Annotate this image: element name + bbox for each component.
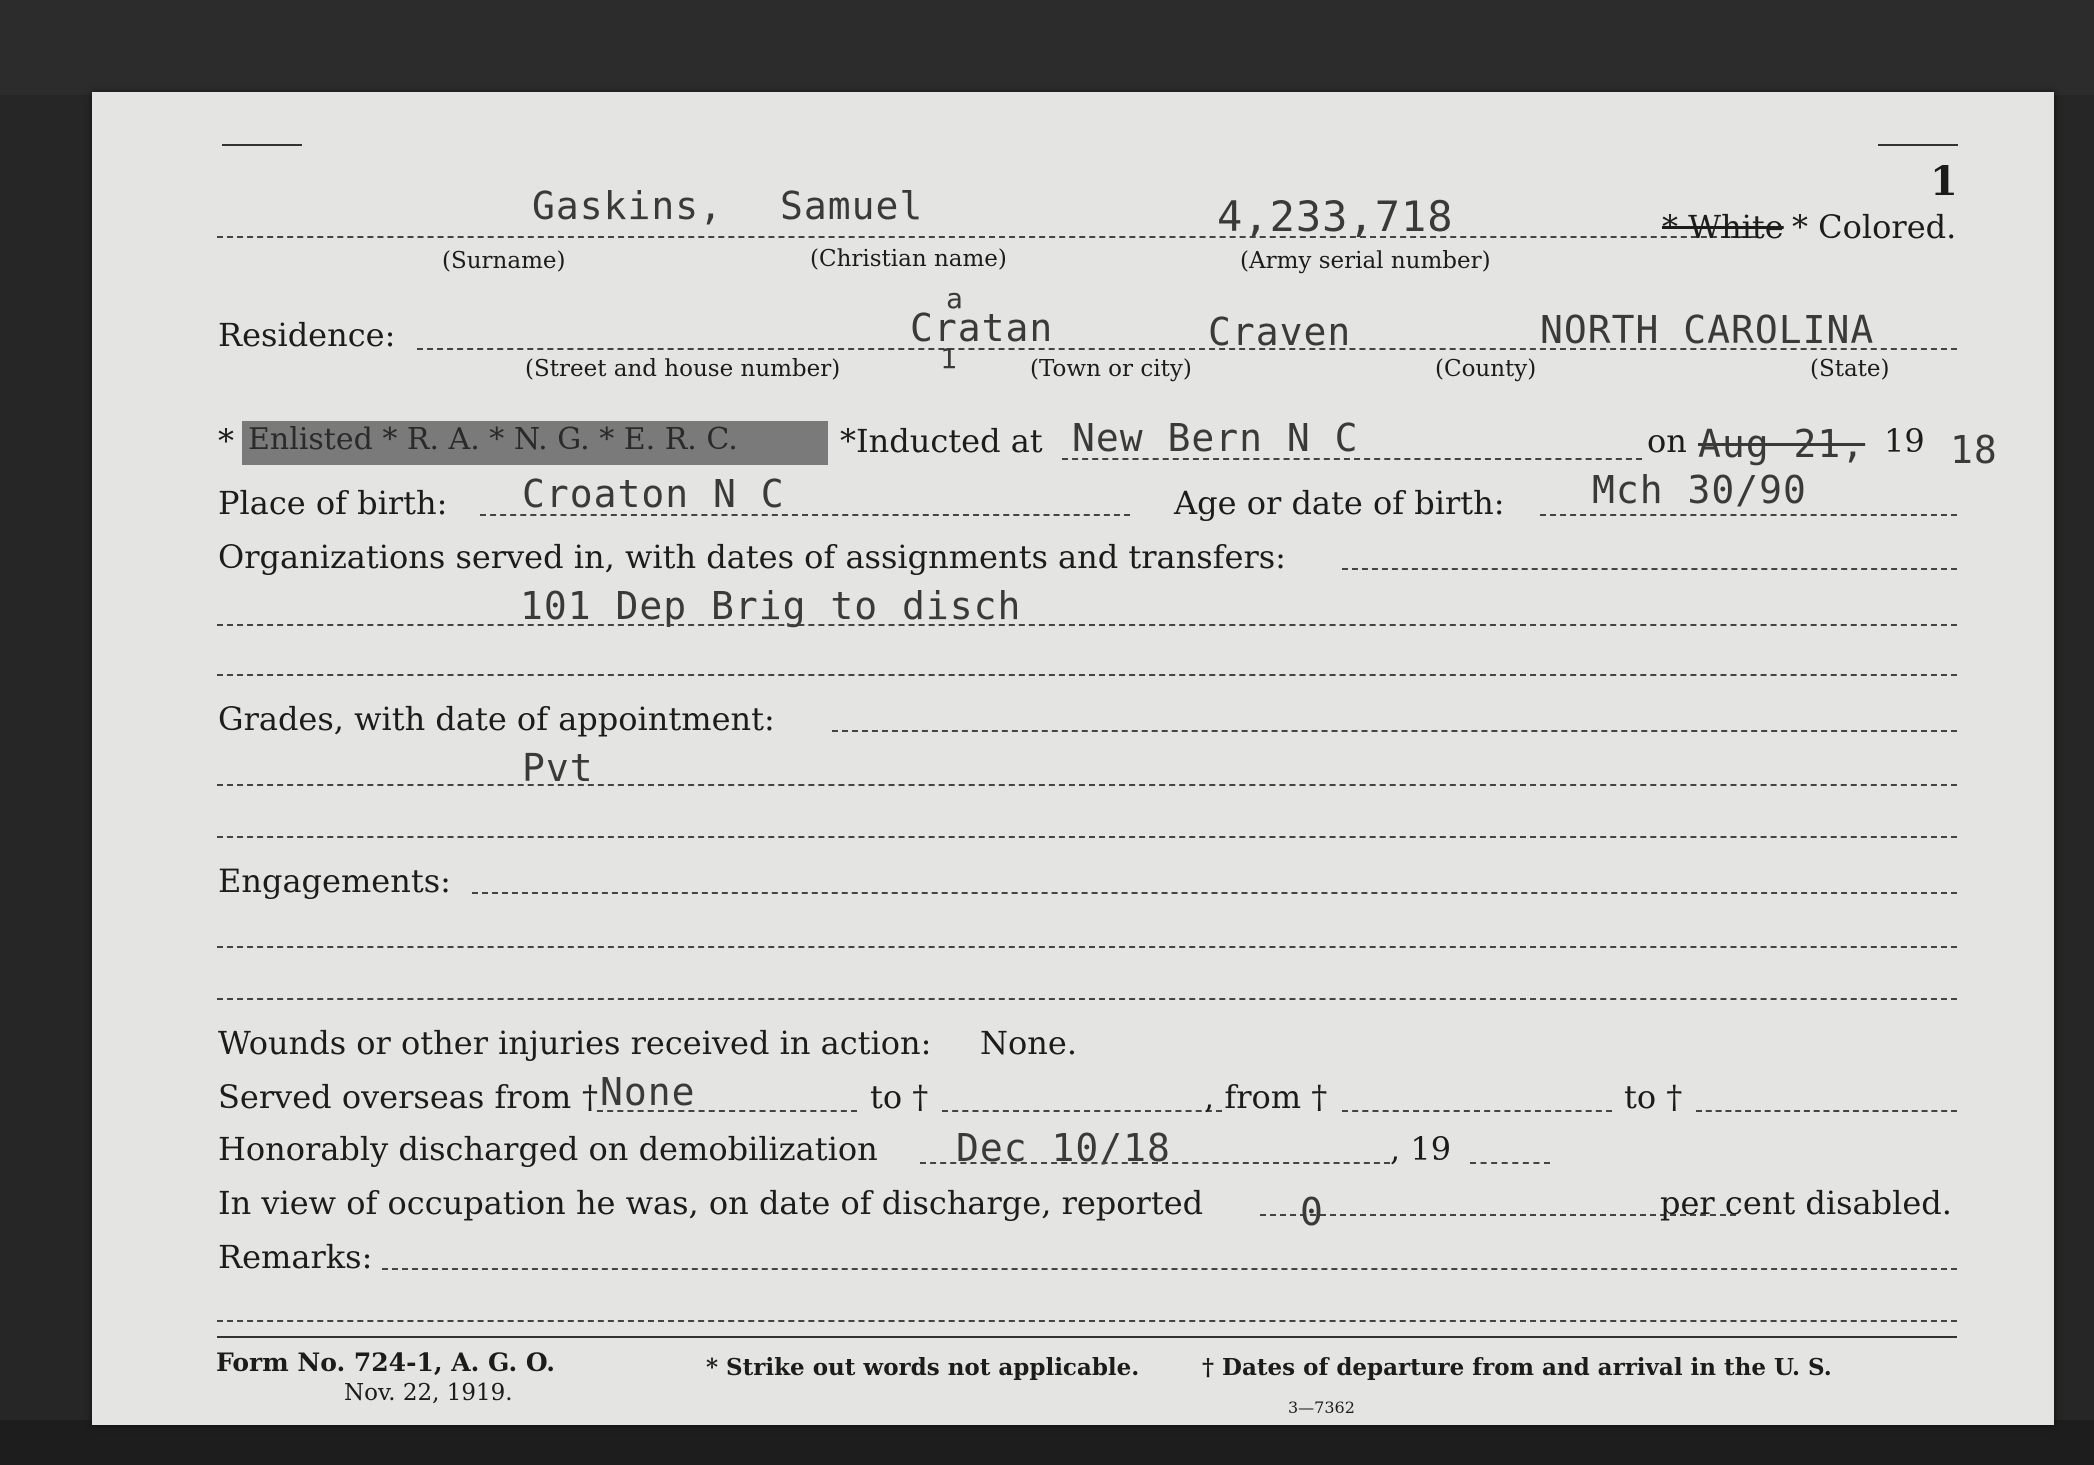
- residence-town-mark: 1: [940, 342, 958, 375]
- engagements-label: Engagements:: [218, 862, 451, 900]
- on-label: on: [1647, 422, 1687, 460]
- overseas-from-value: None: [600, 1070, 696, 1114]
- colored-label: * Colored.: [1792, 208, 1957, 246]
- inducted-line: [1062, 458, 1642, 460]
- disabled-percent-value: 0: [1300, 1190, 1324, 1234]
- year-prefix: 19: [1884, 422, 1925, 460]
- place-of-birth-line: [480, 514, 1130, 516]
- state-caption: (State): [1810, 356, 1890, 382]
- grades-label: Grades, with date of appointment:: [218, 700, 775, 738]
- organizations-value: 101 Dep Brig to disch: [520, 584, 1022, 628]
- christian-name-value: Samuel: [780, 184, 924, 228]
- discharge-year-prefix: , 19: [1390, 1130, 1452, 1168]
- residence-county-value: Craven: [1208, 310, 1352, 354]
- discharge-label: Honorably discharged on demobilization: [218, 1130, 878, 1168]
- overseas-from-label-2: , from †: [1204, 1078, 1328, 1116]
- grades-line-1: [832, 730, 1957, 732]
- dates-note: † Dates of departure from and arrival in the U. S.: [1202, 1354, 1832, 1381]
- form-date: Nov. 22, 1919.: [344, 1380, 513, 1406]
- wounds-label: Wounds or other injuries received in action:: [218, 1024, 932, 1062]
- organizations-line-1: [1342, 568, 1957, 570]
- residence-state-value: NORTH CAROLINA: [1540, 308, 1875, 352]
- top-right-rule: [1878, 144, 1958, 146]
- inducted-place-value: New Bern N C: [1072, 416, 1359, 460]
- remarks-line-1: [382, 1268, 1957, 1270]
- surname-value: Gaskins,: [532, 184, 724, 228]
- organizations-line-3: [217, 674, 1957, 676]
- age-line: [1540, 514, 1957, 516]
- place-of-birth-value: Croaton N C: [522, 472, 785, 516]
- discharge-line: [920, 1162, 1390, 1164]
- enlisted-options: Enlisted * R. A. * N. G. * E. R. C.: [248, 422, 738, 457]
- organizations-line-2: [217, 624, 1957, 626]
- residence-town-value: Cratan: [910, 306, 1054, 350]
- overseas-to-line-2: [1696, 1110, 1957, 1112]
- overseas-dagger: †: [582, 1078, 598, 1116]
- footer-rule: [217, 1336, 1957, 1338]
- age-label: Age or date of birth:: [1174, 484, 1505, 522]
- age-value: Mch 30/90: [1592, 468, 1807, 512]
- inducted-date-value: Aug 21,: [1698, 422, 1866, 466]
- overseas-to-line-1: [942, 1110, 1222, 1112]
- remarks-line-2: [217, 1320, 1957, 1322]
- serial-caption: (Army serial number): [1240, 248, 1491, 274]
- residence-label: Residence:: [218, 316, 396, 354]
- enlisted-star: *: [218, 422, 234, 460]
- serial-number-value: 4,233,718: [1217, 192, 1454, 241]
- scanner-background-bottom: [0, 1420, 2094, 1465]
- overseas-label: Served overseas from: [218, 1078, 572, 1116]
- white-label: * White: [1662, 208, 1784, 246]
- remarks-label: Remarks:: [218, 1238, 373, 1276]
- name-line: [217, 236, 1757, 238]
- overseas-to-label-1: to †: [870, 1078, 929, 1116]
- form-number: Form No. 724-1, A. G. O.: [216, 1348, 555, 1377]
- residence-town-correction: a: [946, 282, 964, 315]
- grades-line-3: [217, 836, 1957, 838]
- engagements-line-1: [472, 892, 1957, 894]
- grades-value: Pvt: [522, 746, 594, 790]
- christian-name-caption: (Christian name): [810, 246, 1007, 272]
- discharge-year-line: [1470, 1162, 1550, 1164]
- discharge-value: Dec 10/18: [956, 1126, 1171, 1170]
- engagements-line-3: [217, 998, 1957, 1000]
- grades-line-2: [217, 784, 1957, 786]
- surname-caption: (Surname): [442, 248, 566, 274]
- inducted-year-value: 18: [1950, 428, 1998, 472]
- street-caption: (Street and house number): [525, 356, 841, 382]
- service-record-card: [92, 92, 2054, 1425]
- engagements-line-2: [217, 946, 1957, 948]
- inducted-label: *Inducted at: [840, 422, 1043, 460]
- form-code: 3—7362: [1288, 1398, 1355, 1417]
- wounds-value: None.: [980, 1024, 1077, 1062]
- town-caption: (Town or city): [1030, 356, 1192, 382]
- top-left-rule: [222, 144, 302, 146]
- county-caption: (County): [1435, 356, 1537, 382]
- overseas-from-line-2: [1342, 1110, 1612, 1112]
- scanner-background-top: [0, 0, 2094, 95]
- page-number: 1: [1930, 158, 1958, 205]
- overseas-to-label-2: to †: [1624, 1078, 1683, 1116]
- organizations-label: Organizations served in, with dates of assignments and transfers:: [218, 538, 1286, 576]
- occupation-suffix: per cent disabled.: [1660, 1184, 1952, 1222]
- place-of-birth-label: Place of birth:: [218, 484, 448, 522]
- strike-note: * Strike out words not applicable.: [706, 1354, 1140, 1381]
- overseas-from-line: [597, 1110, 857, 1112]
- occupation-label: In view of occupation he was, on date of discharge, reported: [218, 1184, 1204, 1222]
